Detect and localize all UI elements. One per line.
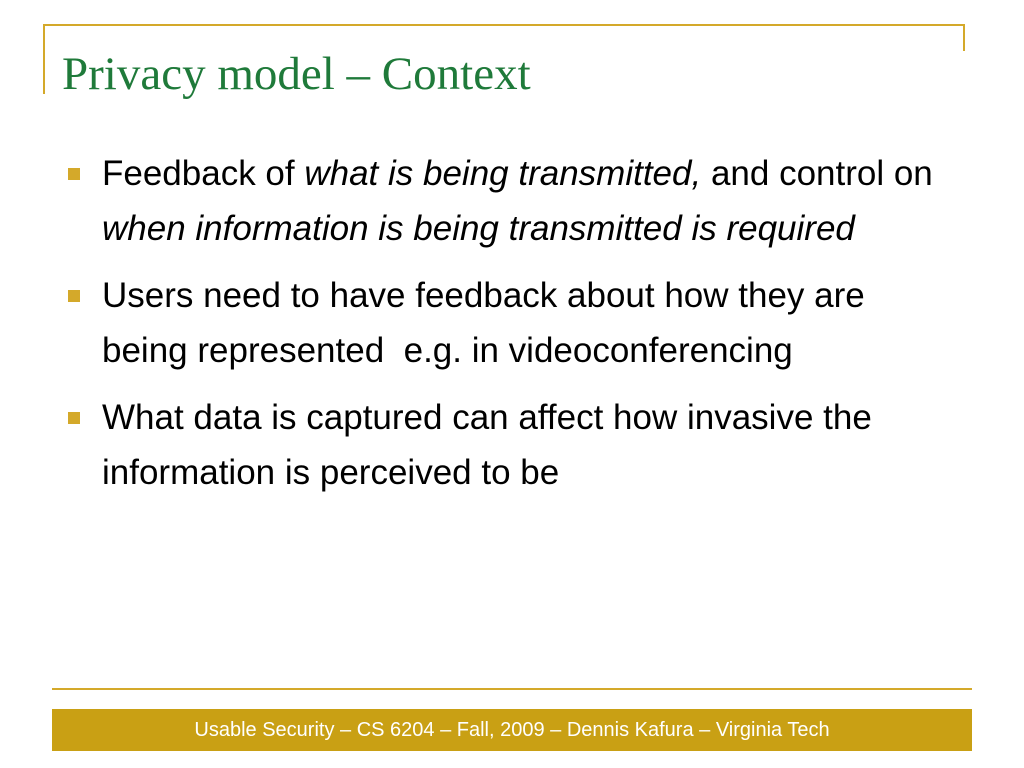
bullet-text — [102, 154, 933, 248]
square-bullet-icon — [68, 412, 80, 424]
bullet-text — [102, 276, 874, 370]
slide-title: Privacy model – Context — [62, 48, 531, 100]
bullet-item — [60, 390, 960, 500]
bullet-list — [60, 146, 960, 512]
bullet-item — [60, 268, 960, 378]
footer-band — [52, 709, 972, 751]
title-frame-top-rule — [43, 24, 965, 26]
title-frame-right-rule — [963, 24, 965, 51]
bullet-segment-italic: when information is being transmitted is required — [102, 209, 855, 248]
bullet-segment-italic: what is being transmitted, — [304, 154, 702, 193]
square-bullet-icon — [68, 168, 80, 180]
title-frame-left-rule — [43, 24, 45, 94]
bullet-segment: Feedback of — [102, 154, 305, 193]
bullet-text — [102, 398, 872, 492]
square-bullet-icon — [68, 290, 80, 302]
bullet-segment: What data is captured can affect how invasive the information is perceived to be — [102, 398, 872, 492]
bullet-item — [60, 146, 960, 256]
bullet-segment: and control on — [701, 154, 933, 193]
footer-text: Usable Security – CS 6204 – Fall, 2009 – Dennis Kafura – Virginia Tech — [194, 718, 830, 741]
bullet-segment: Users need to have feedback about how they are being represented e.g. in videoconferencing — [102, 276, 875, 370]
footer-rule — [52, 688, 972, 690]
